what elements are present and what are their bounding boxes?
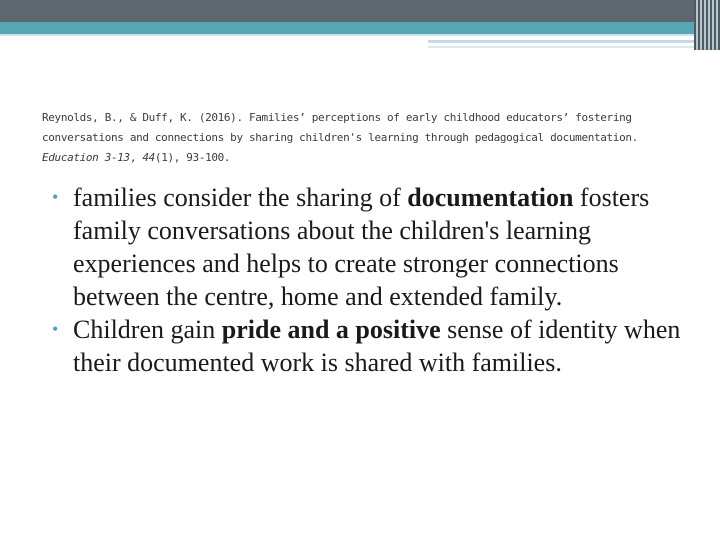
header-band-teal <box>0 22 720 34</box>
bullet-emphasis: documentation <box>407 183 574 212</box>
header-accent-line <box>428 40 694 43</box>
citation-authors: Reynolds, B., & Duff, K. (2016). <box>42 111 243 124</box>
bullet-icon: • <box>52 187 59 207</box>
bullet-emphasis: pride and a positive <box>221 315 441 344</box>
header-accent-line-thin <box>428 46 694 48</box>
citation-title: Families’ perceptions of early childhood educators’ fostering conversations and connections by sharing children's learning through pedagogical documentation. <box>42 111 638 144</box>
header-band-dark <box>0 0 720 22</box>
bullet-text: sense of identity when their documented work is shared with families. <box>73 315 681 377</box>
bullet-text: Children gain <box>73 315 222 344</box>
bullet-list <box>52 181 692 379</box>
bullet-text: families consider the sharing of <box>73 183 408 212</box>
citation-journal: Education 3-13 <box>42 151 130 164</box>
bullet-text: fosters family conversations about the children's learning experiences and helps to create stronger connections between the centre, home and extended family. <box>73 183 650 311</box>
bullet-item-pride <box>52 313 692 379</box>
header-divider <box>0 34 720 36</box>
citation-volume: 44 <box>142 151 155 164</box>
citation-separator: , <box>129 151 143 164</box>
corner-stripes-decoration <box>694 0 720 50</box>
bullet-item-documentation <box>52 181 692 313</box>
citation-pages: (1), 93-100. <box>154 151 231 164</box>
citation <box>42 108 682 168</box>
bullet-icon: • <box>52 319 59 339</box>
